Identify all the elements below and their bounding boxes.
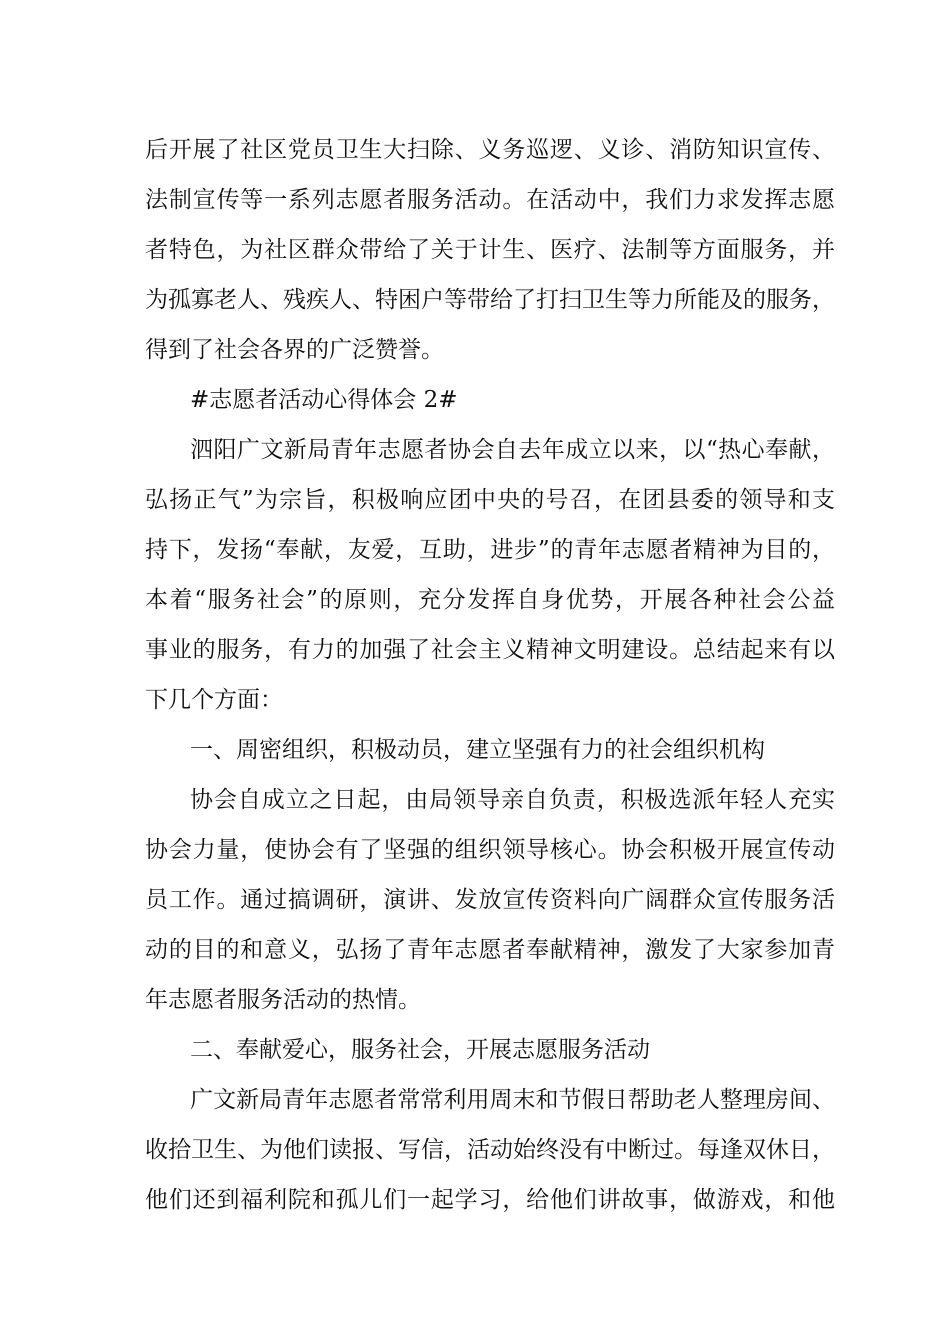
text-line: 后开展了社区党员卫生大扫除、义务巡逻、义诊、消防知识宣传、 (145, 137, 835, 163)
text-line: 弘扬正气”为宗旨，积极响应团中央的号召，在团县委的领导和支 (145, 487, 835, 513)
text-line: 得到了社会各界的广泛赞誉。 (145, 337, 444, 363)
subheading: 二、奉献爱心，服务社会，开展志愿服务活动 (190, 1037, 650, 1063)
text-line: 为孤寡老人、残疾人、特困户等带给了打扫卫生等力所能及的服务， (145, 287, 835, 313)
text-line: 他们还到福利院和孤儿们一起学习，给他们讲故事，做游戏，和他 (145, 1187, 835, 1213)
text-line: 收拾卫生、为他们读报、写信，活动始终没有中断过。每逢双休日， (145, 1137, 835, 1163)
text-line: 法制宣传等一系列志愿者服务活动。在活动中，我们力求发挥志愿 (145, 187, 835, 213)
subheading: 一、周密组织，积极动员，建立坚强有力的社会组织机构 (190, 737, 765, 763)
text-line: 广文新局青年志愿者常常利用周末和节假日帮助老人整理房间、 (190, 1087, 835, 1113)
text-line: 持下，发扬“奉献，友爱，互助，进步”的青年志愿者精神为目的， (145, 537, 835, 563)
text-line: 协会力量，使协会有了坚强的组织领导核心。协会积极开展宣传动 (145, 837, 835, 863)
text-line: 者特色，为社区群众带给了关于计生、医疗、法制等方面服务，并 (145, 237, 835, 263)
text-line: 本着“服务社会”的原则，充分发挥自身优势，开展各种社会公益 (145, 587, 835, 613)
section-heading: #志愿者活动心得体会 2# (190, 387, 458, 413)
text-line: 事业的服务，有力的加强了社会主义精神文明建设。总结起来有以 (145, 637, 835, 663)
text-line: 动的目的和意义，弘扬了青年志愿者奉献精神，激发了大家参加青 (145, 937, 835, 963)
text-line: 员工作。通过搞调研，演讲、发放宣传资料向广阔群众宣传服务活 (145, 887, 835, 913)
text-line: 协会自成立之日起，由局领导亲自负责，积极选派年轻人充实 (190, 787, 835, 813)
text-line: 下几个方面： (145, 687, 283, 713)
text-line: 年志愿者服务活动的热情。 (145, 987, 421, 1013)
text-line: 泗阳广文新局青年志愿者协会自去年成立以来，以“热心奉献， (190, 437, 835, 463)
